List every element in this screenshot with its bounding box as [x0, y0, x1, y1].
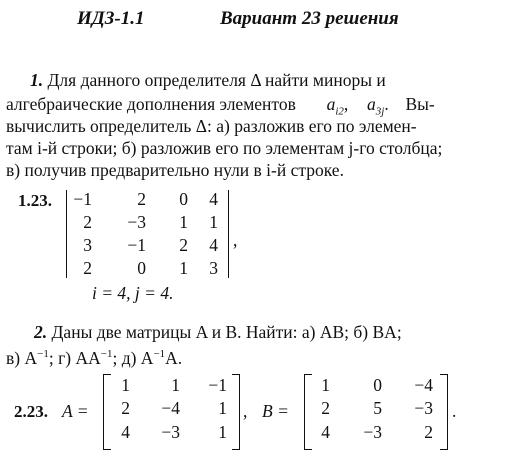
matrix-a-name: A = [62, 401, 89, 421]
task1-line3: вычислить определитель Δ: а) разложив его по элемен- [6, 116, 417, 136]
matrix-a-cell-r1c2: 1 [171, 375, 180, 395]
matrix-a-cell-r2c3: 1 [218, 398, 227, 418]
matrix-b-cell-r2c3: −3 [414, 398, 433, 418]
document-title: ИДЗ-1.1 [77, 8, 145, 29]
matrix-b-cell-r2c1: 2 [321, 398, 330, 418]
variant-title: Вариант 23 решения [220, 8, 399, 29]
determinant-cell-r4c2: 0 [137, 258, 146, 278]
task1-line1-text: Для данного определителя Δ найти миноры и [47, 70, 386, 90]
matrix-end: . [452, 401, 457, 421]
determinant-cell-r4c1: 2 [83, 258, 92, 278]
determinant-cell-r1c2: 2 [137, 189, 146, 209]
matrix-b-cell-r1c3: −4 [414, 375, 433, 395]
determinant-cell-r3c4: 4 [209, 235, 218, 255]
determinant-cell-r2c2: −3 [127, 212, 146, 232]
matrix-a-cell-r1c1: 1 [121, 375, 130, 395]
matrix-a-cell-r3c2: −3 [161, 422, 180, 442]
matrix-a-cell-r2c2: −4 [161, 398, 180, 418]
task1-number: 1. [30, 70, 44, 90]
determinant-right-bar [228, 190, 229, 278]
task1-line5: в) получив предварительно нули в i-й строке. [6, 160, 344, 180]
problem-label-1-23: 1.23. [18, 191, 52, 210]
determinant-cell-r3c3: 2 [179, 235, 188, 255]
determinant-cell-r3c1: 3 [83, 235, 92, 255]
matrix-b-name: B = [262, 401, 289, 421]
determinant-cell-r1c4: 4 [209, 189, 218, 209]
task2-line1 [34, 321, 402, 343]
task1-vy: Вы- [405, 94, 435, 114]
task2-number: 2. [34, 322, 48, 342]
task2-line1-text: Даны две матрицы A и B. Найти: а) AB; б) BA; [51, 322, 402, 342]
matrix-separator: , [243, 401, 248, 421]
matrix-b-right-bracket [440, 374, 448, 450]
matrix-b-cell-r1c1: 1 [321, 375, 330, 395]
matrix-b-cell-r3c2: −3 [363, 422, 382, 442]
determinant-cell-r4c4: 3 [209, 258, 218, 278]
matrix-b-cell-r2c2: 5 [373, 398, 382, 418]
determinant-cell-r3c2: −1 [127, 235, 146, 255]
matrix-b-cell-r3c1: 4 [321, 422, 330, 442]
determinant-cell-r1c1: −1 [73, 189, 92, 209]
matrix-a-cell-r3c1: 4 [121, 422, 130, 442]
determinant-cell-r4c3: 1 [179, 258, 188, 278]
element-a-i2: $a_{i2}$ [326, 94, 344, 118]
matrix-b-cell-r1c2: 0 [373, 375, 382, 395]
determinant-cell-r2c1: 2 [83, 212, 92, 232]
matrix-a-cell-r3c3: 1 [218, 422, 227, 442]
determinant-cell-r2c3: 1 [179, 212, 188, 232]
task1-line4: там i-й строки; б) разложив его по элементам j-го столбца; [6, 138, 443, 158]
element-a-3j: $a_{3j}$ [367, 94, 385, 118]
matrix-a-right-bracket [232, 374, 240, 450]
task1-line2: алгебраические дополнения элементов $a_{i2}$, $a_{3j}$. Вы- [6, 94, 435, 118]
task1-line1 [30, 69, 386, 91]
determinant-cell-r2c4: 1 [209, 212, 218, 232]
determinant-comma: , [233, 230, 238, 250]
matrix-a-cell-r1c3: −1 [208, 375, 227, 395]
task1-line2-text: алгебраические дополнения элементов [6, 94, 296, 114]
determinant-condition: i = 4, j = 4. [92, 283, 174, 303]
determinant-cell-r1c3: 0 [179, 189, 188, 209]
problem-label-2-23: 2.23. [14, 402, 48, 421]
matrix-a-cell-r2c1: 2 [121, 398, 130, 418]
matrix-b-cell-r3c3: 2 [424, 422, 433, 442]
task2-line2: в) $A^{-1}$; г) $AA^{-1}$; д) $A^{-1}A$. [6, 347, 183, 368]
